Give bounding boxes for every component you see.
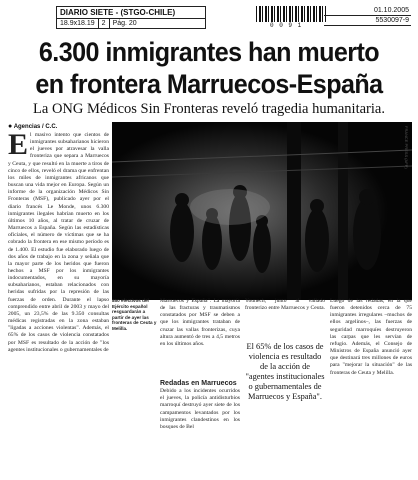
clip-metadata-box	[56, 6, 206, 29]
clip-section: 2	[99, 19, 110, 28]
headline-line-2: en frontera Marruecos-España	[35, 69, 383, 99]
column-3-text: Debido a los incidentes ocurridos el jueves, la policía antidisturbios marroquí destruyó ayer siete de los campamentos levantados por los inmigrantes clandestinos en los bosques de Bel	[160, 388, 240, 430]
pull-quote: El 65% de los casos de violencia es resultado de la acción de "agentes institucionales o gubernamentales de Marruecos y España".	[245, 342, 325, 401]
news-photo	[112, 122, 412, 300]
subheadline: La ONG Médicos Sin Fronteras reveló tragedia humanitaria.	[33, 101, 385, 117]
clip-meta-row	[57, 19, 205, 28]
section-heading-redadas: Redadas en Marruecos	[160, 380, 237, 387]
photo-caption: 850 efectivos del Ejército español resguardarán a partir de ayer las fronteras de Ceuta y Melilla.	[112, 298, 157, 331]
article-column-4	[245, 298, 325, 312]
byline-text: Agencias / C.C.	[13, 124, 58, 130]
clip-date: 01.10.2005	[324, 6, 411, 16]
clip-source	[57, 7, 205, 19]
byline-bullet-icon: ●	[8, 123, 13, 130]
clip-source-text: DIARIO SIETE - (STGO-CHILE)	[60, 8, 176, 17]
article-column-5	[330, 298, 412, 377]
barcode-image	[256, 6, 326, 22]
column-2-text: Marruecos y España". La mayoría de las fracturas y traumatismos constatados por MSF se deben a que los inmigrantes trataban de cruzar las vallas fronterizas, cuya altura aumentó de tres a 4,5 metros en los últimos años.	[160, 298, 240, 347]
column-1-text: l masivo intento que cientos de inmigrantes subsaharianos hicieron el jueves por atravesar la valla fronteriza que separa a Marruecos y Ceuta, y que resultó en la muerte a tiros de cinco de ellos, reveló el drama que enfrentan los miles de inmigrantes africanos que buscan una vida mejor en Europa. Según un informe de la organización Médicos Sin Fronteras (MSF), publicado ayer por el diario francés Le Monde, unos 6.300 inmigrantes ilegales habrían muerto en los últimos 10 años, al tratar de cruzar de Marruecos a España. Según las estadísticas oficiales, el número de víctimas que se ha cobrado la frontera en ese mismo período es de 1.400. El estudio fue elaborado luego de dos años de trabajo en la zona y señala que la mayor parte de los heridos que fueron hechos a MSF por los inmigrantes indocumentados, en su mayoría subsaharianos, estaban relacionados con heridas sufridas por la represión de las fuerzas de orden. Durante el lapso comprendido entre abril de 2003 y mayo del 2005, un 23,5% de las 9.350 consultas médicas registradas en la zona estaban "ligadas a acciones violentas". Además, el 65% de los casos de violencia constatados por MSF es resultado de la acción de "los agentes institucionales o gubernamentales de	[8, 132, 109, 353]
clip-code: 18.9x18.19	[57, 19, 99, 28]
clip-page: Pág. 20	[112, 20, 137, 27]
article-column-3	[160, 380, 240, 431]
drop-cap: E	[8, 128, 29, 161]
clip-id: 5530097-9	[324, 16, 411, 26]
photo-credit: FRANCE PRESS (AFP)	[404, 126, 409, 169]
press-clip-header	[56, 6, 411, 28]
photo-night-crowd-image	[112, 122, 412, 300]
article-column-2	[160, 298, 240, 348]
clip-date-box	[324, 6, 411, 26]
barcode-number: 0 0 9 1	[270, 22, 303, 29]
column-4-text: Younech, junto al vallado fronterizo entre Marruecos y Ceuta.	[245, 298, 325, 312]
headline-line-1: 6.300 inmigrantes han muerto	[38, 37, 380, 67]
column-5-text: Luego de las redadas, en la que fueron detenidos cerca de 75 inmigrantes irregulares –muchos de ellos argelinos–, las fuerzas de seguridad marroquíes destruyeron las carpas que les servían de refugio. Además, el Consejo de Ministros de España anunció ayer que destinará tres millones de euros para "mejorar la situación" de las fronteras de Ceuta y Melilla.	[330, 298, 412, 376]
article-column-1	[8, 128, 109, 354]
